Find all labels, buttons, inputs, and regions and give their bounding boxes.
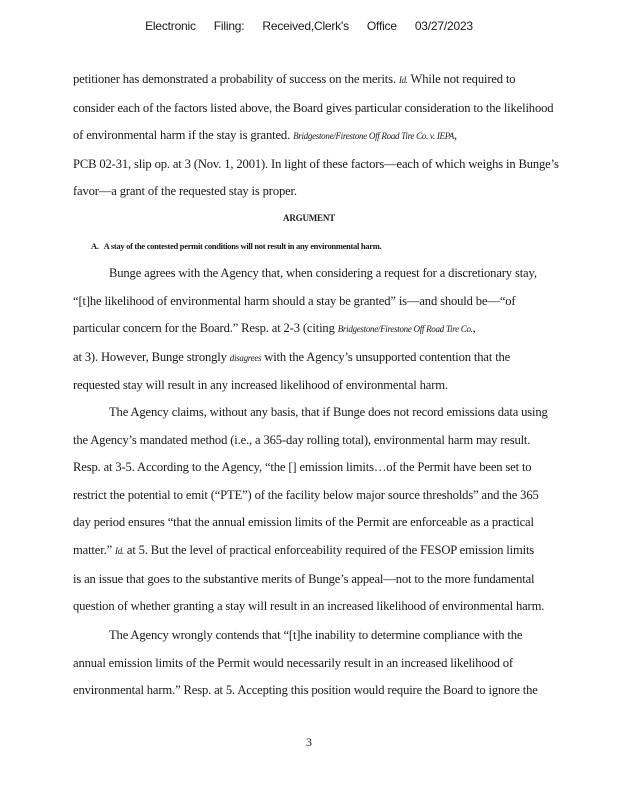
paragraph-agency-claims: [73, 399, 566, 621]
text-run: at 5. But the level of practical enforceability required of the FESOP emission limits: [123, 542, 535, 557]
text-run: of environmental harm if the stay is granted.: [73, 128, 294, 143]
argument-heading: ARGUMENT: [283, 213, 335, 223]
text-line: Bunge agrees with the Agency that, when considering a request for a discretionary stay,: [109, 266, 537, 280]
page-number: 3: [306, 735, 312, 749]
citation: Id.: [115, 545, 124, 556]
paragraph-merits: [73, 66, 566, 206]
stamp-word-office: Office: [366, 19, 397, 33]
paragraph-agrees: [73, 260, 566, 400]
text-line: annual emission limits of the Permit would necessarily result in an increased likelihood of: [73, 655, 513, 670]
text-run: at 3). However, Bunge strongly: [73, 349, 230, 364]
text-run: with the Agency’s unsupported contention that the: [261, 349, 511, 364]
text-line: day period ensures “that the annual emission limits of the Permit are enforceable as a practical: [73, 515, 534, 530]
text-run: While not required to: [407, 72, 516, 86]
electronic-filing-stamp: [0, 19, 618, 33]
text-run: ,: [472, 321, 476, 336]
stamp-word-received: Received,Clerk's: [262, 19, 349, 33]
text-line: restrict the potential to emit (“PTE”) of the facility below major source thresholds” and the 365: [73, 487, 539, 502]
text-line: is an issue that goes to the substantive merits of Bunge’s appeal—not to the more fundamental: [73, 571, 535, 586]
text-run: particular concern for the Board.” Resp. at 2-3 (citing: [73, 321, 338, 336]
text-line: [73, 122, 566, 151]
text-line: the Agency’s mandated method (i.e., a 365-day rolling total), environmental harm may result.: [73, 432, 531, 447]
text-run: ,: [453, 128, 457, 143]
text-line: requested stay will result in any increased likelihood of environmental harm.: [73, 378, 448, 393]
text-line: question of whether granting a stay will result in an increased likelihood of environmental harm.: [73, 599, 545, 614]
text-line: favor—a grant of the requested stay is proper.: [73, 184, 297, 199]
text-line: [73, 537, 566, 566]
text-line: Resp. at 3-5. According to the Agency, “the [] emission limits…of the Permit have been set to: [73, 460, 532, 475]
text-line: The Agency claims, without any basis, that if Bunge does not record emissions data using: [109, 405, 548, 419]
text-run: petitioner has demonstrated a probability of success on the merits.: [73, 72, 399, 86]
text-line: [73, 66, 566, 95]
citation: Bridgestone/Firestone Off Road Tire Co.: [337, 324, 473, 335]
stamp-date: 03/27/2023: [414, 19, 473, 33]
stamp-word-electronic: Electronic: [145, 19, 196, 33]
paragraph-wrongly-contends: [73, 622, 566, 705]
text-run: matter.”: [73, 542, 116, 557]
text-line: “[t]he likelihood of environmental harm should a stay be granted” is—and should be—“of: [73, 293, 516, 308]
citation: disagrees: [229, 352, 262, 363]
stamp-word-filing: Filing:: [213, 19, 245, 33]
text-line: PCB 02-31, slip op. at 3 (Nov. 1, 2001). In light of these factors—each of which weighs in Bunge’s: [73, 156, 559, 171]
text-line: [73, 315, 566, 344]
text-line: [73, 344, 566, 373]
citation: Bridgestone/Firestone Off Road Tire Co. v. IEPA: [293, 131, 454, 142]
text-line: environmental harm.” Resp. at 5. Accepting this position would require the Board to ignore the: [73, 683, 538, 698]
text-line: The Agency wrongly contends that “[t]he inability to determine compliance with the: [109, 628, 523, 642]
section-a-heading: A. A stay of the contested permit conditions will not result in any environmental harm.: [91, 241, 382, 251]
citation: Id.: [398, 75, 408, 85]
text-line: consider each of the factors listed above, the Board gives particular consideration to the likelihood: [73, 100, 554, 115]
